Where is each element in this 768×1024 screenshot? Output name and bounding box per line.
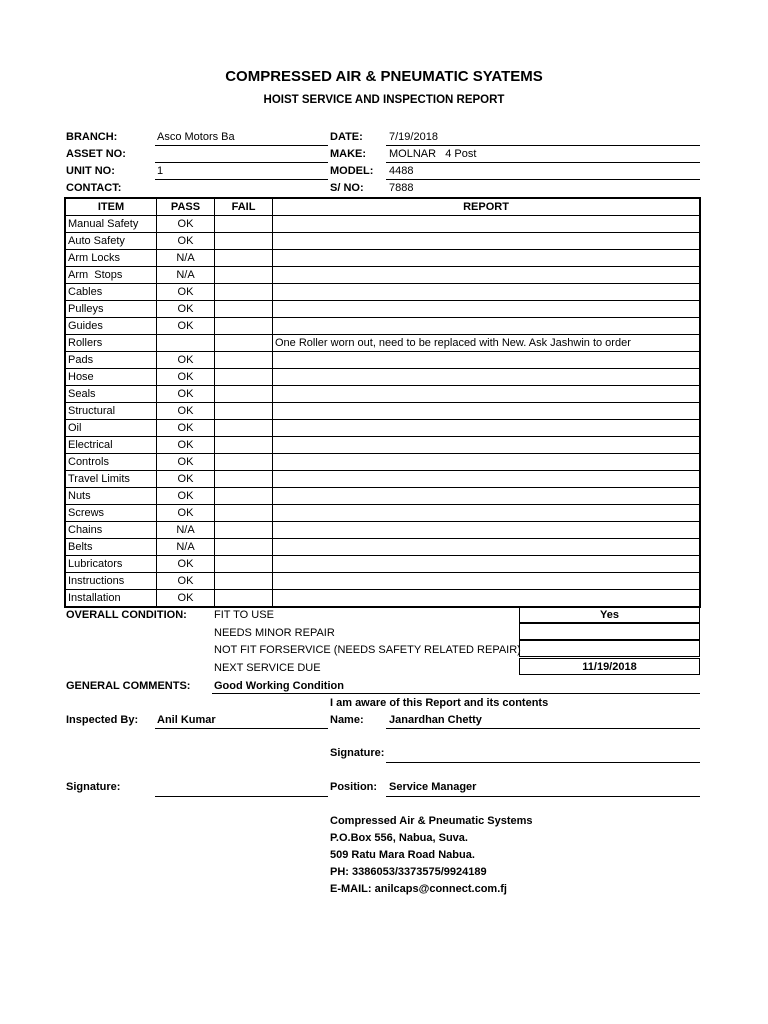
fail-cell [215,301,273,318]
item-cell: Belts [65,539,157,556]
table-row [65,573,700,590]
make-underline [386,162,700,163]
item-cell: Auto Safety [65,233,157,250]
fail-cell [215,284,273,301]
table-row [65,267,700,284]
position-label: Position: [330,781,378,793]
asset-label: ASSET NO: [66,148,126,160]
sno-label: S/ NO: [330,182,364,194]
pass-cell: OK [157,216,215,233]
item-cell: Cables [65,284,157,301]
table-row [65,250,700,267]
next-service-box: 11/19/2018 [519,658,700,675]
pass-cell: OK [157,352,215,369]
aware-statement: I am aware of this Report and its contents [330,697,549,709]
next-service-label: NEXT SERVICE DUE [214,662,321,674]
item-cell: Travel Limits [65,471,157,488]
fail-cell [215,250,273,267]
pass-cell: OK [157,556,215,573]
fail-cell [215,522,273,539]
table-row [65,437,700,454]
fail-cell [215,437,273,454]
address-street: 509 Ratu Mara Road Nabua. [330,849,475,861]
address-company: Compressed Air & Pneumatic Systems [330,815,533,827]
item-cell: Screws [65,505,157,522]
pass-cell: OK [157,284,215,301]
report-cell [273,420,701,437]
fail-cell [215,573,273,590]
item-cell: Instructions [65,573,157,590]
pass-cell [157,335,215,352]
table-row [65,335,700,352]
item-cell: Oil [65,420,157,437]
report-cell [273,386,701,403]
report-cell [273,590,701,608]
item-cell: Lubricators [65,556,157,573]
pass-cell: OK [157,573,215,590]
pass-cell: N/A [157,250,215,267]
name-underline [386,728,700,729]
report-cell [273,539,701,556]
fail-cell [215,420,273,437]
fail-cell [215,556,273,573]
fail-header: FAIL [215,198,273,216]
item-cell: Hose [65,369,157,386]
pass-cell: OK [157,233,215,250]
branch-label: BRANCH: [66,131,118,143]
table-row [65,386,700,403]
report-cell [273,403,701,420]
unit-label: UNIT NO: [66,165,115,177]
table-row [65,369,700,386]
pass-cell: OK [157,471,215,488]
general-comments-value: Good Working Condition [214,680,344,692]
report-cell [273,522,701,539]
fail-cell [215,216,273,233]
branch-value: Asco Motors Ba [157,131,235,143]
report-header: REPORT [273,198,701,216]
item-cell: Electrical [65,437,157,454]
report-cell [273,556,701,573]
inspection-table [64,197,701,608]
report-cell [273,318,701,335]
position-underline [386,796,700,797]
branch-underline [155,145,328,146]
pass-cell: OK [157,369,215,386]
fail-cell [215,352,273,369]
fail-cell [215,267,273,284]
report-cell: One Roller worn out, need to be replaced with New. Ask Jashwin to order [273,335,701,352]
inspected-by-value: Anil Kumar [157,714,216,726]
item-cell: Pulleys [65,301,157,318]
table-row [65,539,700,556]
table-row [65,471,700,488]
report-cell [273,352,701,369]
report-cell [273,488,701,505]
pass-cell: OK [157,437,215,454]
fail-cell [215,369,273,386]
report-cell [273,284,701,301]
table-row [65,522,700,539]
not-fit-label: NOT FIT FORSERVICE (NEEDS SAFETY RELATED REPAIR) [214,644,521,656]
report-cell [273,505,701,522]
table-row [65,505,700,522]
table-row [65,488,700,505]
report-cell [273,369,701,386]
pass-cell: OK [157,386,215,403]
fit-value-box: Yes [519,606,700,623]
date-underline [386,145,700,146]
date-value: 7/19/2018 [389,131,438,143]
pass-header: PASS [157,198,215,216]
fail-cell [215,386,273,403]
pass-cell: OK [157,301,215,318]
report-cell [273,437,701,454]
model-label: MODEL: [330,165,374,177]
make-value: MOLNAR 4 Post [389,148,477,160]
table-row [65,352,700,369]
address-phone: PH: 3386053/3373575/9924189 [330,866,487,878]
report-cell [273,471,701,488]
minor-repair-label: NEEDS MINOR REPAIR [214,627,335,639]
pass-cell: OK [157,420,215,437]
report-cell [273,573,701,590]
general-comments-label: GENERAL COMMENTS: [66,680,191,692]
unit-underline [155,179,328,180]
item-header: ITEM [65,198,157,216]
item-cell: Chains [65,522,157,539]
inspected-by-label: Inspected By: [66,714,139,726]
pass-cell: OK [157,590,215,608]
minor-repair-box [519,623,700,640]
make-label: MAKE: [330,148,367,160]
unit-value: 1 [157,165,164,177]
fail-cell [215,233,273,250]
item-cell: Rollers [65,335,157,352]
item-cell: Seals [65,386,157,403]
report-cell [273,454,701,471]
table-row [65,233,700,250]
table-row [65,318,700,335]
fail-cell [215,335,273,352]
report-cell [273,233,701,250]
fail-cell [215,318,273,335]
table-row [65,284,700,301]
fail-cell [215,454,273,471]
table-row [65,403,700,420]
contact-label: CONTACT: [66,182,122,194]
table-row [65,301,700,318]
comments-underline [212,693,700,694]
table-row [65,590,700,608]
table-row [65,216,700,233]
item-cell: Pads [65,352,157,369]
item-cell: Nuts [65,488,157,505]
overall-condition-label: OVERALL CONDITION: [66,609,187,621]
fail-cell [215,539,273,556]
pass-cell: OK [157,505,215,522]
fit-label: FIT TO USE [214,609,274,621]
company-title: COMPRESSED AIR & PNEUMATIC SYATEMS [225,68,543,85]
pass-cell: N/A [157,267,215,284]
pass-cell: OK [157,488,215,505]
pass-cell: N/A [157,522,215,539]
item-cell: Manual Safety [65,216,157,233]
table-header-row [65,198,700,216]
date-label: DATE: [330,131,363,143]
model-value: 4488 [389,165,414,177]
fail-cell [215,488,273,505]
model-underline [386,179,700,180]
address-pobox: P.O.Box 556, Nabua, Suva. [330,832,468,844]
signature-right-label: Signature: [330,747,385,759]
name-label: Name: [330,714,364,726]
not-fit-box [519,640,700,657]
pass-cell: OK [157,403,215,420]
asset-underline [155,162,328,163]
report-cell [273,267,701,284]
signature-left-line [155,796,328,797]
fail-cell [215,590,273,608]
item-cell: Structural [65,403,157,420]
table-row [65,454,700,471]
pass-cell: N/A [157,539,215,556]
fail-cell [215,403,273,420]
name-value: Janardhan Chetty [389,714,482,726]
fail-cell [215,505,273,522]
report-title: HOIST SERVICE AND INSPECTION REPORT [263,94,505,106]
report-cell [273,250,701,267]
inspected-underline [155,728,328,729]
address-email: E-MAIL: anilcaps@connect.com.fj [330,883,507,895]
item-cell: Arm Stops [65,267,157,284]
sno-value: 7888 [389,182,414,194]
report-cell [273,301,701,318]
position-value: Service Manager [389,781,477,793]
table-row [65,556,700,573]
pass-cell: OK [157,318,215,335]
fail-cell [215,471,273,488]
item-cell: Guides [65,318,157,335]
item-cell: Installation [65,590,157,608]
item-cell: Arm Locks [65,250,157,267]
table-row [65,420,700,437]
signature-left-label: Signature: [66,781,121,793]
item-cell: Controls [65,454,157,471]
report-cell [273,216,701,233]
signature-right-line [386,762,700,763]
pass-cell: OK [157,454,215,471]
